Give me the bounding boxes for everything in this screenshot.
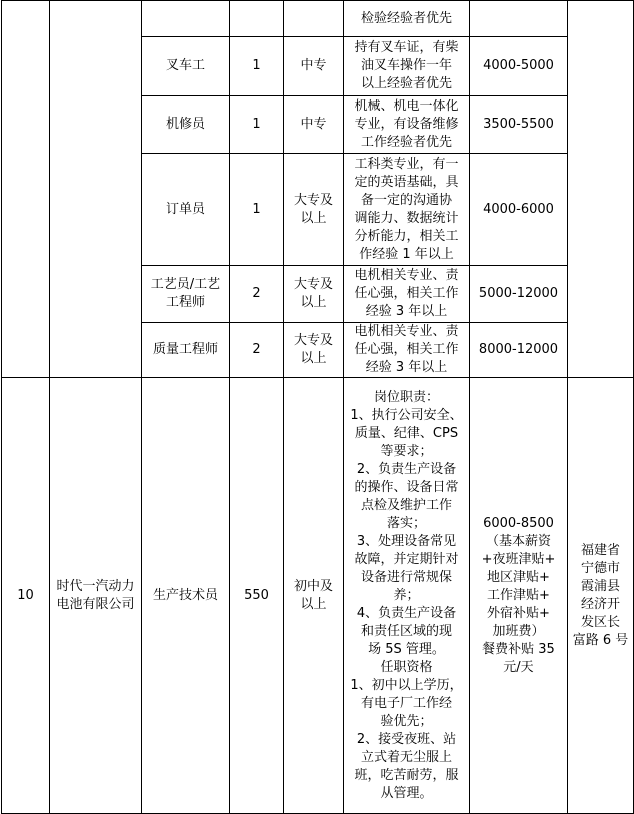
salary-cell-line: 4000-6000 <box>483 201 554 217</box>
requirements-cell-line: 落实； <box>386 515 426 531</box>
education-cell-line: 中专 <box>300 116 327 132</box>
requirements-cell-line: 从管理。 <box>380 785 433 801</box>
requirements-cell <box>344 323 470 378</box>
requirements-cell-line: 2、接受夜班、站 <box>356 731 457 747</box>
education-cell-line: 初中及 <box>293 578 333 594</box>
requirements-cell-line: 立式着无尘服上 <box>360 749 452 765</box>
requirements-cell-line: 等要求； <box>380 443 433 459</box>
education-cell-line: 大专及 <box>293 192 333 208</box>
requirements-cell-line: 质量、纪律、CPS <box>354 425 459 441</box>
requirements-cell-line: 岗位职责： <box>373 389 439 405</box>
education-cell <box>284 1 344 37</box>
education-cell <box>284 154 344 266</box>
table-row <box>2 1 634 37</box>
index-cell <box>2 1 50 378</box>
requirements-cell-line: 验优先； <box>380 713 433 729</box>
education-cell <box>284 96 344 154</box>
education-cell <box>284 266 344 323</box>
education-cell-line: 大专及 <box>293 277 333 292</box>
education-cell-line: 以上 <box>300 351 327 366</box>
requirements-cell-line: 场 5S 管理。 <box>368 641 445 657</box>
salary-cell-line: 4000-5000 <box>483 58 554 73</box>
requirements-cell-line: 设备进行常规保 <box>360 569 452 585</box>
requirements-cell-line: 养； <box>393 587 420 603</box>
education-cell-line: 以上 <box>300 596 327 612</box>
requirements-cell-line: 2、负责生产设备 <box>356 461 457 477</box>
requirements-cell-line: 分析能力，相关工 <box>354 228 459 244</box>
salary-cell <box>470 323 568 378</box>
count-cell: 2 <box>230 323 284 378</box>
requirements-cell <box>344 266 470 323</box>
position-cell <box>142 1 230 37</box>
salary-cell-line: 5000-12000 <box>478 286 559 301</box>
requirements-cell-line: 有电子厂工作经 <box>360 695 452 711</box>
position-cell: 工艺员/工艺工程师 <box>142 266 230 323</box>
requirements-cell-line: 专业，有设备维修 <box>354 116 459 132</box>
address-cell <box>568 1 634 378</box>
salary-cell-line: +夜班津贴+ <box>481 551 556 567</box>
salary-cell <box>470 378 568 814</box>
requirements-cell-line: 班，吃苦耐劳，服 <box>354 767 459 783</box>
table-body <box>2 1 634 814</box>
address-cell <box>568 378 634 814</box>
requirements-cell <box>344 154 470 266</box>
count-cell <box>230 1 284 37</box>
education-cell <box>284 323 344 378</box>
salary-cell-line: 餐费补贴 35 <box>482 641 555 657</box>
salary-cell <box>470 37 568 96</box>
address-cell-line: 发区长 <box>580 614 620 630</box>
requirements-cell-line: 电机相关专业、责 <box>354 268 459 283</box>
salary-cell <box>470 96 568 154</box>
requirements-cell-line: 点检及维护工作 <box>360 497 452 513</box>
requirements-cell-line: 以上经验者优先 <box>360 76 452 91</box>
count-cell: 550 <box>230 378 284 814</box>
position-cell: 订单员 <box>142 154 230 266</box>
requirements-cell-line: 作经验 1 年以上 <box>359 246 454 262</box>
education-cell-line: 以上 <box>300 210 327 226</box>
requirements-cell-line: 工科类专业，有一 <box>354 156 459 172</box>
salary-cell-line: 6000-8500 <box>483 515 554 531</box>
requirements-cell-line: 和责任区域的现 <box>360 623 452 639</box>
salary-cell-line: 8000-12000 <box>478 342 559 357</box>
requirements-cell-line: 1、执行公司安全、 <box>350 407 463 423</box>
requirements-cell-line: 1、初中以上学历， <box>350 677 463 693</box>
table-row <box>2 378 634 814</box>
requirements-cell <box>344 37 470 96</box>
requirements-cell-line: 电机相关专业、责 <box>354 324 459 339</box>
salary-cell-line: 外宿补贴+ <box>487 605 550 621</box>
salary-cell-line: （基本薪资 <box>485 533 551 549</box>
requirements-cell <box>344 96 470 154</box>
requirements-cell-line: 任心强，相关工作 <box>354 342 459 357</box>
requirements-cell <box>344 1 470 37</box>
position-cell: 质量工程师 <box>142 323 230 378</box>
salary-cell <box>470 1 568 37</box>
address-cell-line: 霞浦县 <box>580 578 620 594</box>
requirements-cell-line: 任心强，相关工作 <box>354 286 459 301</box>
education-cell <box>284 37 344 96</box>
requirements-cell-line: 持有叉车证，有柴 <box>354 40 459 55</box>
requirements-cell-line: 工作经验者优先 <box>360 134 452 150</box>
requirements-cell-line: 备一定的沟通协 <box>360 192 452 208</box>
count-cell: 1 <box>230 154 284 266</box>
salary-cell <box>470 266 568 323</box>
requirements-cell-line: 经验 3 年以上 <box>365 360 448 375</box>
education-cell-line: 大专及 <box>293 333 333 348</box>
recruitment-table <box>1 0 634 814</box>
requirements-cell-line: 定的英语基础，具 <box>354 174 459 190</box>
count-cell: 2 <box>230 266 284 323</box>
address-cell-line: 经济开 <box>580 596 620 612</box>
address-cell-line: 富路 6 号 <box>572 632 629 648</box>
requirements-cell-line: 机械、机电一体化 <box>354 98 459 114</box>
company-cell: 时代一汽动力电池有限公司 <box>50 378 142 814</box>
requirements-cell-line: 油叉车操作一年 <box>360 58 452 73</box>
requirements-cell-line: 故障，并定期针对 <box>354 551 459 567</box>
company-cell <box>50 1 142 378</box>
salary-cell-line: 加班费） <box>492 623 545 639</box>
requirements-cell-line: 调能力、数据统计 <box>354 210 459 226</box>
address-cell-line: 福建省 <box>580 542 620 558</box>
salary-cell-line: 工作津贴+ <box>487 587 550 603</box>
requirements-cell-line: 任职资格 <box>380 659 433 675</box>
requirements-cell-line: 4、负责生产设备 <box>356 605 457 621</box>
count-cell: 1 <box>230 37 284 96</box>
count-cell: 1 <box>230 96 284 154</box>
address-cell-line: 宁德市 <box>580 560 620 576</box>
position-cell: 机修员 <box>142 96 230 154</box>
education-cell-line: 以上 <box>300 295 327 310</box>
education-cell <box>284 378 344 814</box>
index-cell: 10 <box>2 378 50 814</box>
requirements-cell <box>344 378 470 814</box>
salary-cell-line: 元/天 <box>503 659 534 675</box>
requirements-cell-line: 检验经验者优先 <box>360 10 452 26</box>
salary-cell <box>470 154 568 266</box>
position-cell: 叉车工 <box>142 37 230 96</box>
salary-cell-line: 地区津贴+ <box>487 569 550 585</box>
salary-cell-line: 3500-5500 <box>483 116 554 132</box>
requirements-cell-line: 经验 3 年以上 <box>365 304 448 319</box>
requirements-cell-line: 3、处理设备常见 <box>356 533 457 549</box>
education-cell-line: 中专 <box>300 58 327 73</box>
position-cell: 生产技术员 <box>142 378 230 814</box>
requirements-cell-line: 的操作、设备日常 <box>354 479 459 495</box>
